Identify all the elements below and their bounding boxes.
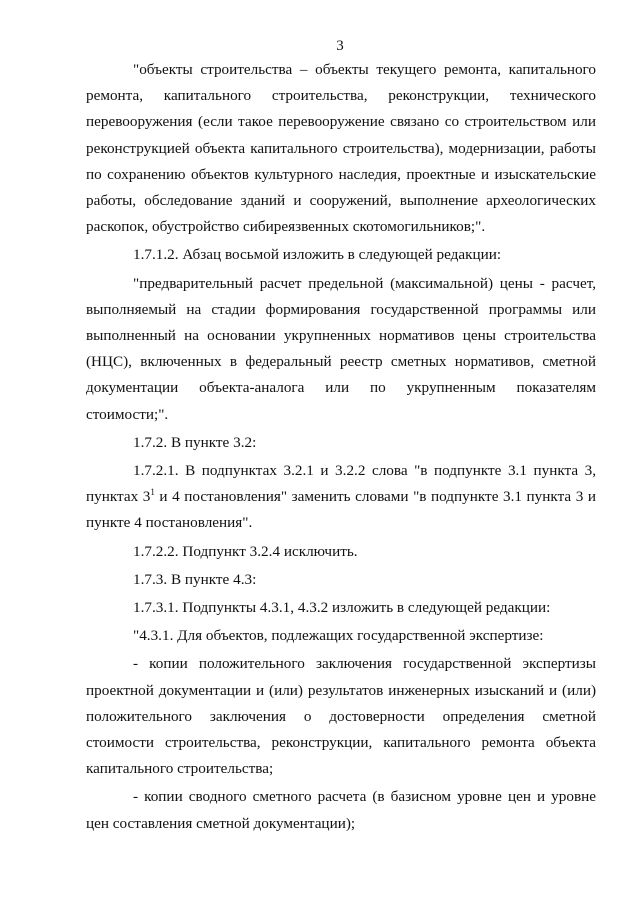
list-item-summary-estimate-copies: - копии сводного сметного расчета (в базисном уровне цен и уровне цен составления сметной документации); xyxy=(86,788,596,832)
paragraph-preliminary-price-calculation: "предварительный расчет предельной (максимальной) цены - расчет, выполняемый на стадии формирования государственной программы или выполненный на основании укрупненных нормативов цены строительства (НЦС), включенных в федеральный реестр сметных нормативов, сметной документации объекта-аналога или по укрупненным показателям стоимости;". xyxy=(86,274,596,423)
paragraph-1-7-2-1-part-2: и 4 постановления" заменить словами "в подпункте 3.1 пункта 3 и пункте 4 постановления". xyxy=(86,488,596,532)
paragraph-1-7-3: 1.7.3. В пункте 4.3: xyxy=(133,570,257,588)
superscript-index: 1 xyxy=(150,487,155,498)
document-body xyxy=(86,57,596,837)
paragraph-1-7-2-1-part-1: 1.7.2.1. В подпунктах 3.2.1 и 3.2.2 слова "в подпункте 3.1 пункта 3, пунктах 3 xyxy=(86,462,596,506)
paragraph-construction-objects-definition: "объекты строительства – объекты текущего ремонта, капитального ремонта, капитального строительства, реконструкции, технического перевооружения (если такое перевооружение связано со строительством или реконструкцией объекта капитального строительства), модернизации, работы по сохранению объектов культурного наследия, проектные и изыскательские работы, обследование зданий и сооружений, выполнение археологических раскопок, обустройство сибиреязвенных скотомогильников;". xyxy=(86,61,596,236)
paragraph-4-3-1: "4.3.1. Для объектов, подлежащих государственной экспертизе: xyxy=(133,627,544,645)
page-number: 3 xyxy=(336,38,344,54)
paragraph-1-7-3-1: 1.7.3.1. Подпункты 4.3.1, 4.3.2 изложить в следующей редакции: xyxy=(133,599,551,617)
paragraph-1-7-1-2: 1.7.1.2. Абзац восьмой изложить в следующей редакции: xyxy=(133,246,502,264)
paragraph-1-7-2-2: 1.7.2.2. Подпункт 3.2.4 исключить. xyxy=(133,542,358,560)
list-item-state-expertise-copies: - копии положительного заключения государственной экспертизы проектной документации и (или) результатов инженерных изысканий и (или) положительного заключения о достоверности определения сметной стоимости строительства, реконструкции, капитального ремонта объекта капитального строительства; xyxy=(86,655,596,778)
paragraph-1-7-2: 1.7.2. В пункте 3.2: xyxy=(133,433,257,451)
paragraph-1-7-2-1 xyxy=(86,458,596,537)
